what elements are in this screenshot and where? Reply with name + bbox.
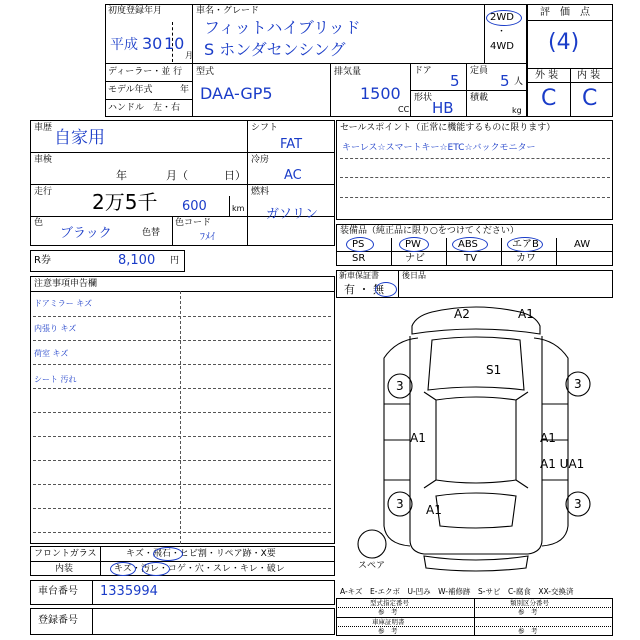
equip-airbag-circle xyxy=(507,237,543,252)
recycle-box xyxy=(30,250,185,272)
ac-label: 冷房 xyxy=(251,155,270,165)
front-glass-circle xyxy=(153,547,183,561)
front-glass-label: フロントガラス xyxy=(34,549,97,559)
cc-unit: CC xyxy=(398,105,410,114)
car-grade: S ホンダセンシング xyxy=(204,40,346,59)
color-change-label: 色替 xyxy=(142,228,161,238)
equip-navi: ナビ xyxy=(405,253,425,264)
equip-tv: TV xyxy=(464,253,477,264)
kg-unit: kg xyxy=(512,106,522,115)
mark-s1: S1 xyxy=(486,363,502,377)
note-item-4: シート 汚れ xyxy=(34,375,77,384)
warranty-no-circle xyxy=(375,282,397,297)
ref-2: 参 考 xyxy=(518,608,538,616)
interior-glass-label: 内装 xyxy=(55,564,74,574)
mark-3-rear-left: 3 xyxy=(396,497,404,511)
interior-items: キズ・汚レ・コゲ・穴・スレ・キレ・破レ xyxy=(114,564,285,574)
model-value: DAA-GP5 xyxy=(200,84,273,103)
chassis-label: 車台番号 xyxy=(38,586,78,597)
ref-1: 参 考 xyxy=(378,608,398,616)
load-label: 積載 xyxy=(470,93,489,103)
damage-legend: A-キズ E-エクボ U-凹み W-補修跡 S-サビ C-腐食 XX-交換済 xyxy=(340,587,574,596)
garage-cert-label: 車庫証明書 xyxy=(372,618,405,626)
mark-a1-right: A1 xyxy=(540,431,556,445)
drive-4wd: 4WD xyxy=(490,41,514,52)
mileage-value: 2万5千 xyxy=(92,190,158,214)
warranty-value: 有 ・ 無 xyxy=(344,283,384,296)
spare-label: スペア xyxy=(358,561,386,571)
chassis-value: 1335994 xyxy=(100,584,158,599)
notes-label: 注意事項申告欄 xyxy=(34,279,98,289)
color-code-label: 色コード xyxy=(175,218,212,228)
shape-value: HB xyxy=(432,99,454,117)
equip-abs: ABS xyxy=(458,239,478,250)
inspection-month: 月（ xyxy=(166,169,188,182)
usage-value: 自家用 xyxy=(54,128,105,148)
mark-a2: A2 xyxy=(454,307,470,321)
mark-3-rear-right: 3 xyxy=(574,497,582,511)
car-name: フィットハイブリッド xyxy=(204,18,361,37)
equip-ps-circle xyxy=(346,237,374,252)
mark-3-front-right: 3 xyxy=(574,377,582,391)
type-number-label: 型式指定番号 xyxy=(370,599,409,607)
sales-points-box xyxy=(336,120,613,220)
front-glass-items: キズ・飛石・ヒビ割・リペア跡・X要 xyxy=(126,549,276,559)
model-year-unit: 年 xyxy=(180,85,190,95)
name-grade-label: 車名・グレード xyxy=(196,6,260,16)
rating-label: 評 価 点 xyxy=(540,7,590,18)
class-number-label: 類別区分番号 xyxy=(510,599,549,607)
interior-label: 内 装 xyxy=(577,70,601,81)
equip-sr: SR xyxy=(352,253,366,264)
first-reg-year: 30 xyxy=(142,34,163,53)
ac-value: AC xyxy=(284,168,302,183)
dealer-label: ディーラー・並 行 xyxy=(108,67,183,77)
fuel-label: 燃料 xyxy=(251,187,270,197)
mark-a1-left: A1 xyxy=(410,431,426,445)
drive-2wd: 2WD xyxy=(490,12,514,23)
recycle-value: 8,100 xyxy=(118,253,156,268)
usage-label: 車歴 xyxy=(34,123,53,133)
km-unit: km xyxy=(232,204,245,213)
mark-3-front-left: 3 xyxy=(396,379,404,393)
color-label: 色 xyxy=(34,218,44,228)
note-item-3: 荷室 キズ xyxy=(34,349,69,358)
shift-value: FAT xyxy=(280,137,303,152)
equipment-label: 装備品（純正品に限り○をつけてください） xyxy=(340,226,519,236)
color-value: ブラック xyxy=(60,226,112,241)
exterior-label: 外 装 xyxy=(535,70,559,81)
note-item-1: ドアミラー キズ xyxy=(34,299,93,308)
trim-label: 後日品 xyxy=(402,271,426,280)
equip-pw-circle xyxy=(399,237,429,252)
car-damage-diagram xyxy=(340,300,612,580)
equip-leather: カワ xyxy=(516,253,536,264)
recycle-label: R券 xyxy=(34,255,51,266)
interior-kizu-circle xyxy=(110,562,136,576)
mark-a1-ua1: A1 UA1 xyxy=(540,457,585,471)
door-label: ドア xyxy=(414,66,432,76)
mileage-sub: 600 xyxy=(182,199,207,214)
mark-a1-top: A1 xyxy=(518,307,534,321)
door-value: 5 xyxy=(450,72,460,90)
equip-abs-circle xyxy=(452,237,488,252)
capacity-unit: 人 xyxy=(514,77,524,87)
first-reg-month: 10 xyxy=(164,34,185,53)
interior-value: C xyxy=(582,86,598,111)
first-reg-label: 初度登録年月 xyxy=(108,6,163,16)
shape-label: 形状 xyxy=(414,93,433,103)
displacement-value: 1500 xyxy=(360,84,401,103)
equip-aw: AW xyxy=(574,239,591,250)
displacement-label: 排気量 xyxy=(334,67,362,77)
drive-dot: ・ xyxy=(497,27,507,37)
model-label: 型式 xyxy=(196,67,215,77)
inspection-label: 車検 xyxy=(34,155,53,165)
capacity-label: 定員 xyxy=(470,66,489,76)
color-code-value: ﾌﾒｲ xyxy=(200,232,215,243)
month-unit: 月 xyxy=(185,51,193,60)
recycle-unit: 円 xyxy=(170,256,180,266)
model-year-label: モデル年式 xyxy=(108,85,153,95)
fuel-value: ガソリン xyxy=(266,207,319,222)
inspection-day: 日） xyxy=(224,169,246,182)
equip-ps: PS xyxy=(352,239,365,250)
mark-a1-rear: A1 xyxy=(426,503,442,517)
warranty-label: 新車保証書 xyxy=(339,271,379,280)
rating-score: (4) xyxy=(548,30,580,55)
note-item-2: 内張り キズ xyxy=(34,324,77,333)
mileage-label: 走行 xyxy=(34,187,53,197)
sales-points-line1: キーレス☆スマートキー☆ETC☆バックモニター xyxy=(342,143,536,153)
equip-pw: PW xyxy=(405,239,421,250)
first-reg-era: 平成 xyxy=(110,37,138,53)
sales-points-label: セールスポイント（正常に機能するものに限ります） xyxy=(340,123,556,133)
equip-airbag: エアB xyxy=(512,239,539,250)
reg-label: 登録番号 xyxy=(38,615,78,626)
ref-4: 参 考 xyxy=(518,627,538,635)
handle-label: ハンドル 左・右 xyxy=(108,103,181,113)
interior-yogore-circle xyxy=(142,562,170,576)
inspection-year: 年 xyxy=(116,169,127,182)
ref-3: 参 考 xyxy=(378,627,398,635)
capacity-value: 5 xyxy=(500,72,510,90)
shift-label: シフト xyxy=(251,123,279,133)
exterior-value: C xyxy=(541,86,557,111)
